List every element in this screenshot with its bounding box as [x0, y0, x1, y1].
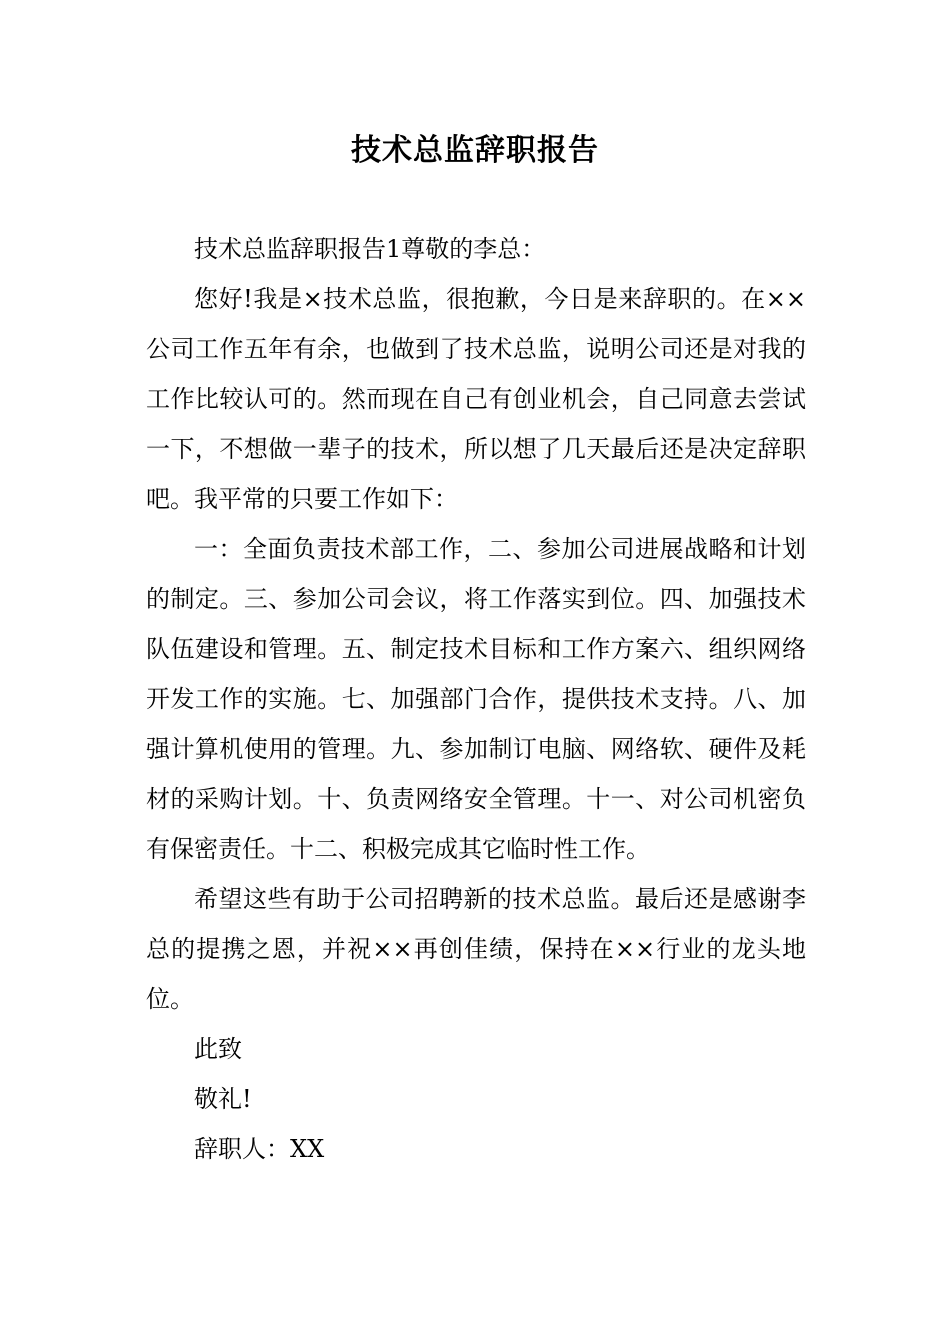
closing-signature: 辞职人：XX — [194, 1135, 325, 1163]
paragraph-greeting: 技术总监辞职报告1尊敬的李总： — [194, 235, 546, 263]
paragraph-intro: 您好!我是×技术总监，很抱歉，今日是来辞职的。在××公司工作五年有余，也做到了技术总监，说明公司还是对我的工作比较认可的。然而现在自己有创业机会，自己同意去尝试一下，不想做一辈子的技术，所以想了几天最后还是决定辞职吧。我平常的只要工作如下： — [146, 285, 806, 513]
closing-regards: 敬礼! — [194, 1085, 252, 1113]
closing-salutation: 此致 — [194, 1035, 242, 1063]
document-title: 技术总监辞职报告 — [351, 133, 599, 168]
paragraph-thanks: 希望这些有助于公司招聘新的技术总监。最后还是感谢李总的提携之恩，并祝××再创佳绩，保持在××行业的龙头地位。 — [146, 885, 806, 1013]
paragraph-duties: 一：全面负责技术部工作，二、参加公司进展战略和计划的制定。三、参加公司会议，将工作落实到位。四、加强技术队伍建设和管理。五、制定技术目标和工作方案六、组织网络开发工作的实施。七、加强部门合作，提供技术支持。八、加强计算机使用的管理。九、参加制订电脑、网络软、硬件及耗材的采购计划。十、负责网络安全管理。十一、对公司机密负有保密责任。十二、积极完成其它临时性工作。 — [146, 535, 806, 863]
document-body — [146, 224, 806, 1174]
